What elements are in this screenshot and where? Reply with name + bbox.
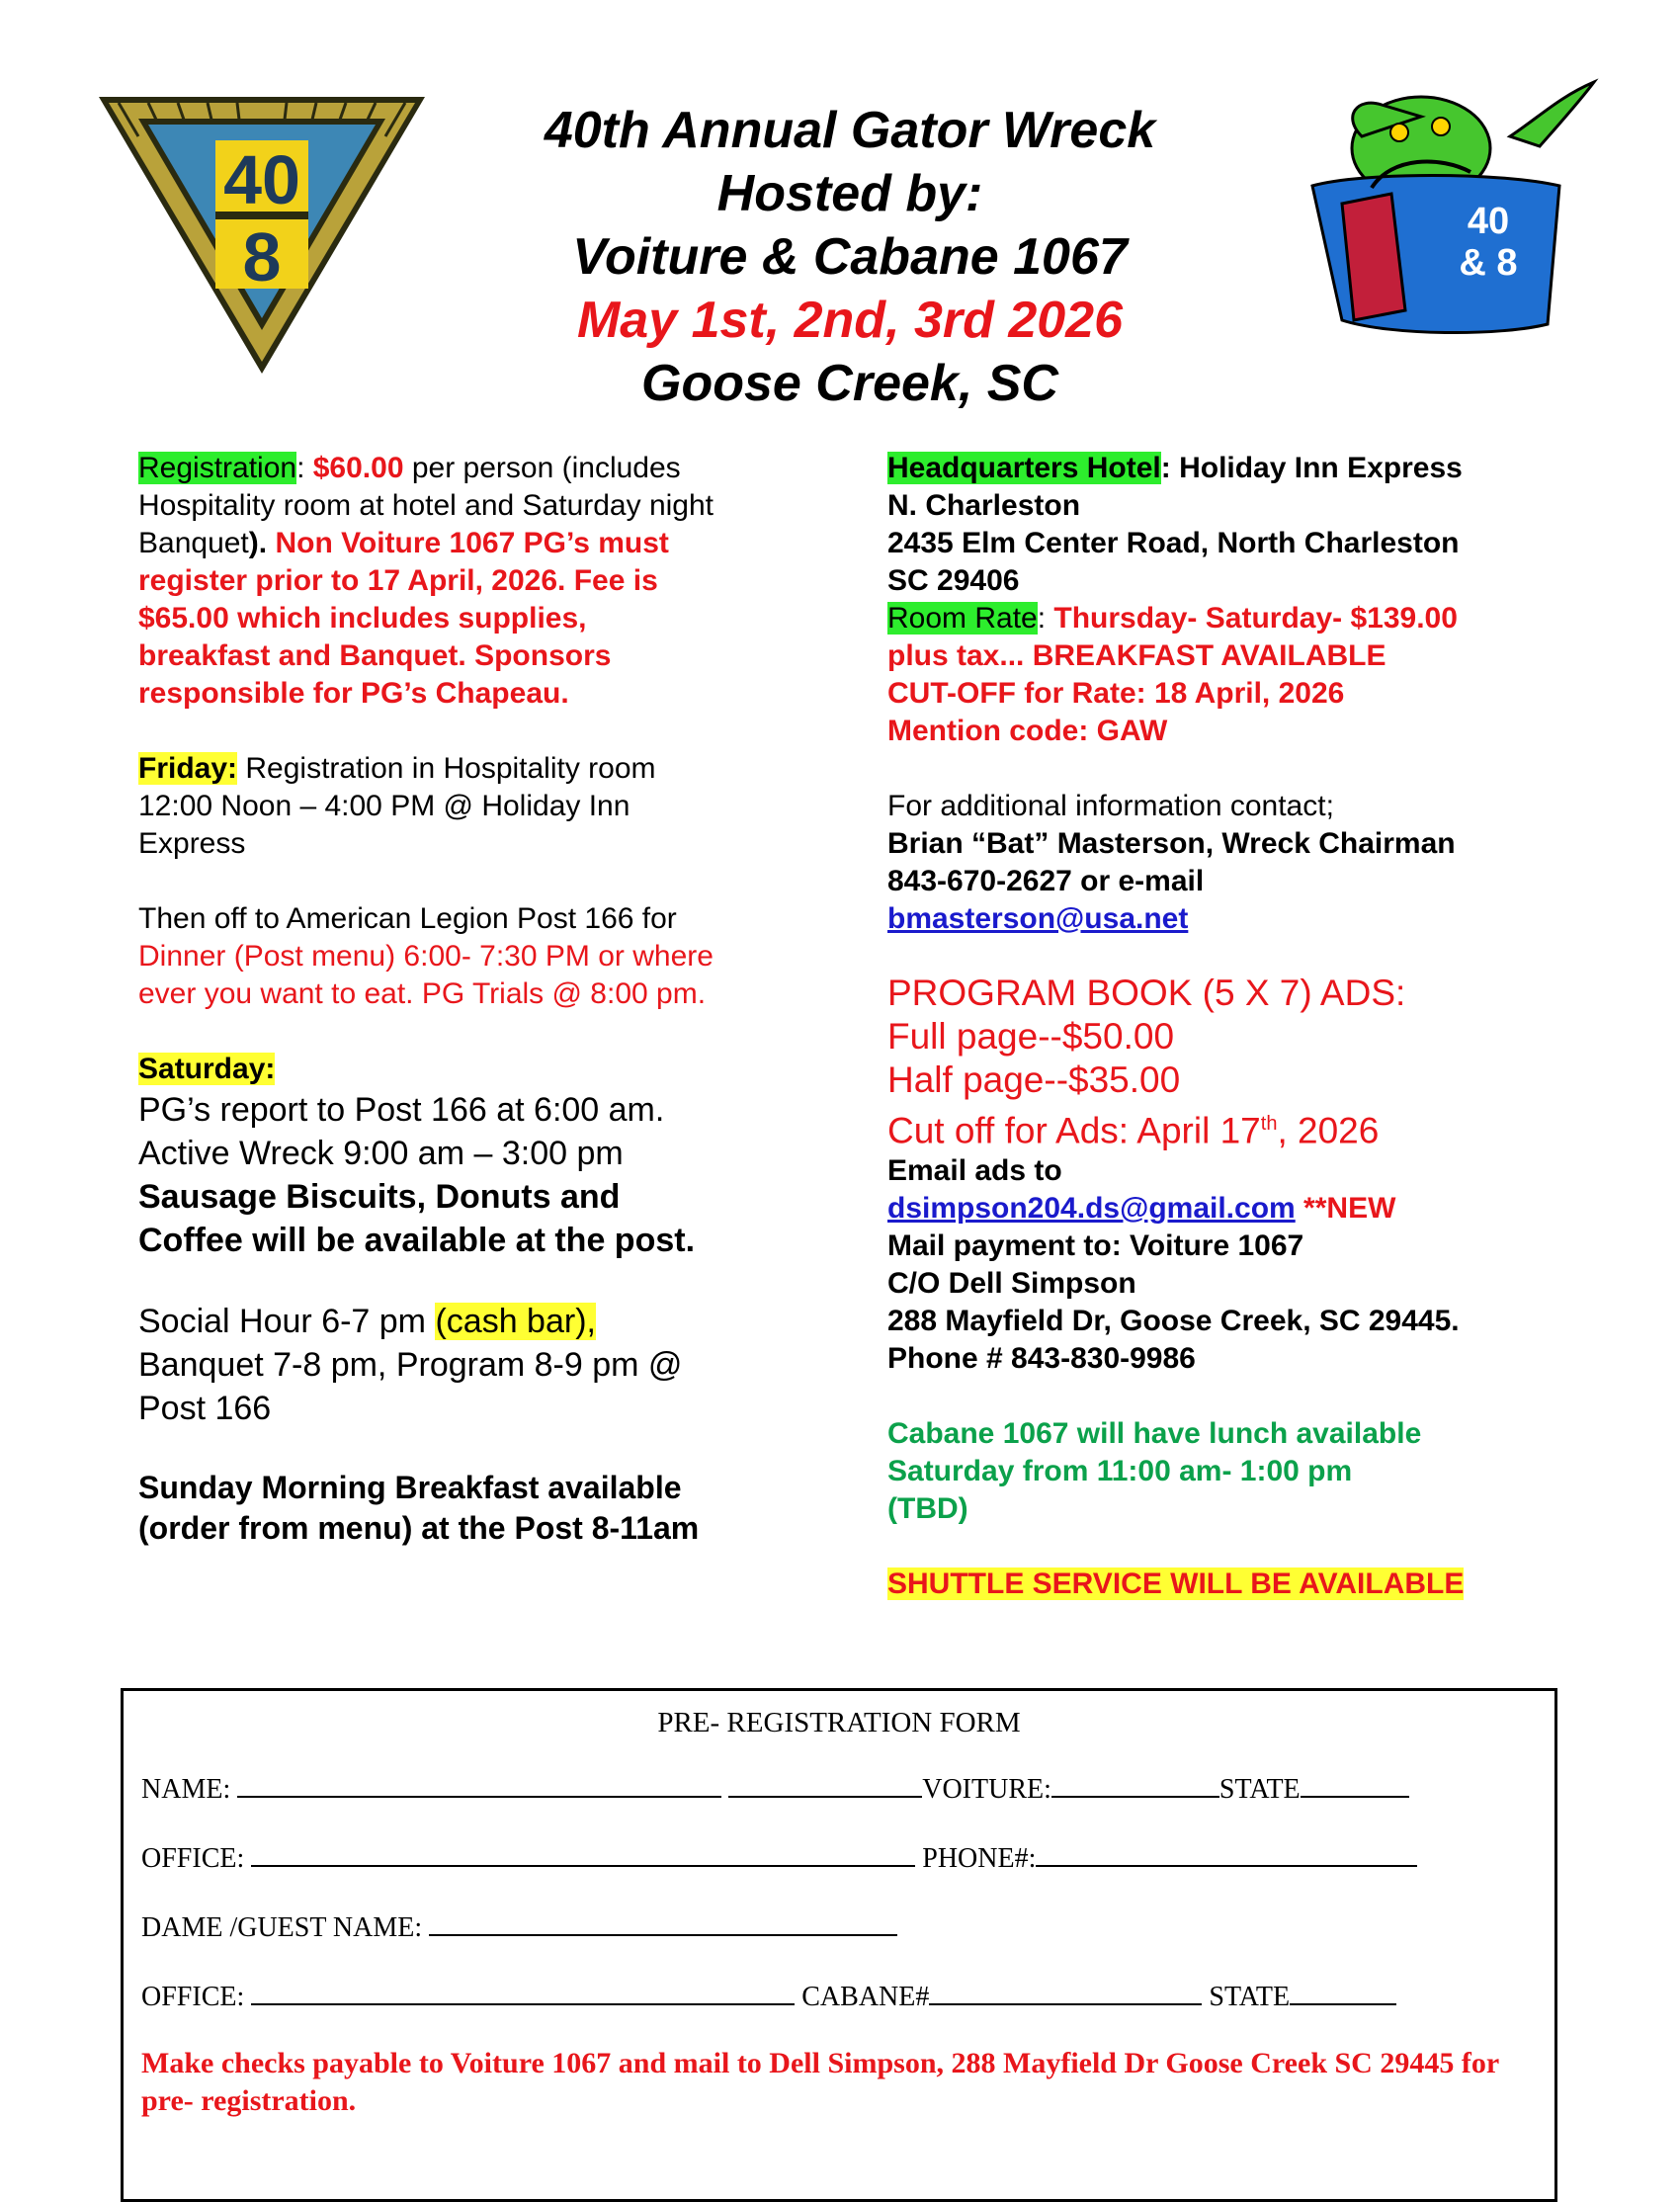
state2-field[interactable]	[1290, 1978, 1396, 2005]
chairman-email-link[interactable]: bmasterson@usa.net	[887, 902, 1189, 935]
friday-label: Friday:	[138, 752, 238, 785]
host-name: Voiture & Cabane 1067	[572, 228, 1128, 286]
shuttle-notice: SHUTTLE SERVICE WILL BE AVAILABLE	[887, 1567, 1465, 1601]
event-title: 40th Annual Gator Wreck	[544, 102, 1156, 159]
registration-label: Registration	[138, 452, 297, 484]
hosted-by: Hosted by:	[716, 165, 983, 222]
name-field-extra[interactable]	[728, 1770, 922, 1798]
form-row-name: NAME: VOITURE: STATE	[141, 1770, 1409, 1806]
gator-logo	[1302, 77, 1599, 346]
room-rate-label: Room Rate	[887, 602, 1038, 635]
office2-field[interactable]	[251, 1978, 795, 2005]
event-location: Goose Creek, SC	[641, 355, 1058, 412]
dame-guest-field[interactable]	[429, 1908, 897, 1936]
pre-registration-form	[121, 1688, 1557, 2202]
payment-note: Make checks payable to Voiture 1067 and mail to Dell Simpson, 288 Mayfield Dr Goose Creek SC 29445 for pre- registration.	[141, 2047, 1499, 2117]
event-dates: May 1st, 2nd, 3rd 2026	[576, 292, 1124, 349]
registration-price: $60.00	[312, 452, 404, 484]
form-row-cabane: OFFICE: CABANE# STATE	[141, 1978, 1396, 2013]
office-field[interactable]	[251, 1839, 915, 1867]
logo-right-line1: 40	[1467, 201, 1510, 242]
state-field[interactable]	[1301, 1770, 1409, 1798]
form-row-office: OFFICE: PHONE#:	[141, 1839, 1417, 1875]
cash-bar: (cash bar),	[435, 1303, 596, 1340]
voiture-field[interactable]	[1051, 1770, 1219, 1798]
friday-line: Friday: Registration in Hospitality room	[138, 752, 656, 785]
hotel-label: Headquarters Hotel	[887, 452, 1161, 484]
logo-left-top: 40	[223, 141, 300, 218]
phone-field[interactable]	[1036, 1839, 1417, 1867]
saturday-label: Saturday:	[138, 1053, 276, 1085]
form-title: PRE- REGISTRATION FORM	[657, 1707, 1021, 1738]
cabane-field[interactable]	[929, 1978, 1202, 2005]
logo-right-line2: & 8	[1459, 242, 1518, 284]
left-column: Registration: $60.00 per person (includes Hospitality room at hotel and Saturday night Banquet). Non Voiture 1067 PG’s must register prior to 17 April, 2026. Fee is $65.00 which includes supplies, breakfast and Banquet. Sponsors responsible for PG’s Chapeau. Friday: Registration in Hospitality room 12:00 Noon – 4:00 PM @ Holiday Inn Express Then off to American Legion Post 166 for Dinner (Post menu) 6:00- 7:30 PM or where ever you want to eat. PG Trials @ 8:00 pm. Saturday: PG’s report to Post 166 at 6:00 am. Active Wreck 9:00 am – 3:00 pm Sausage Biscuits, Donuts and Coffee will be available at the post. Social Hour 6-7 pm (cash bar), Banquet 7-8 pm, Program 8-9 pm @ Post 166 Sunday Morning Breakfast available (order from menu) at the Post 8-11am	[138, 450, 830, 1549]
logo-left-bottom: 8	[242, 218, 282, 296]
form-row-dame: DAME /GUEST NAME:	[141, 1908, 897, 1944]
forty-and-eight-logo	[99, 97, 425, 374]
event-header	[455, 99, 1245, 415]
right-column: Headquarters Hotel: Holiday Inn Express N. Charleston 2435 Elm Center Road, North Charleston SC 29406 Room Rate: Thursday- Saturday- $139.00 plus tax... BREAKFAST AVAILABLE CUT-OFF for Rate: 18 April, 2026 Mention code: GAW For additional information contact; Brian “Bat” Masterson, Wreck Chairman 843-670-2627 or e-mail bmasterson@usa.net PROGRAM BOOK (5 X 7) ADS: Full page--$50.00 Half page--$35.00 Cut off for Ads: April 17th, 2026 Email ads to dsimpson204.ds@gmail.com **NEW Mail payment to: Voiture 1067 C/O Dell Simpson 288 Mayfield Dr, Goose Creek, SC 29445. Phone # 843-830-9986 Cabane 1067 will have lunch available Saturday from 11:00 am- 1:00 pm (TBD) SHUTTLE SERVICE WILL BE AVAILABLE	[887, 450, 1579, 1603]
name-field[interactable]	[237, 1770, 721, 1798]
registration-line-1: Registration: $60.00 per person (includes	[138, 452, 681, 484]
hotel-line: Headquarters Hotel: Holiday Inn Express	[887, 452, 1463, 484]
ads-email-link[interactable]: dsimpson204.ds@gmail.com	[887, 1192, 1296, 1226]
